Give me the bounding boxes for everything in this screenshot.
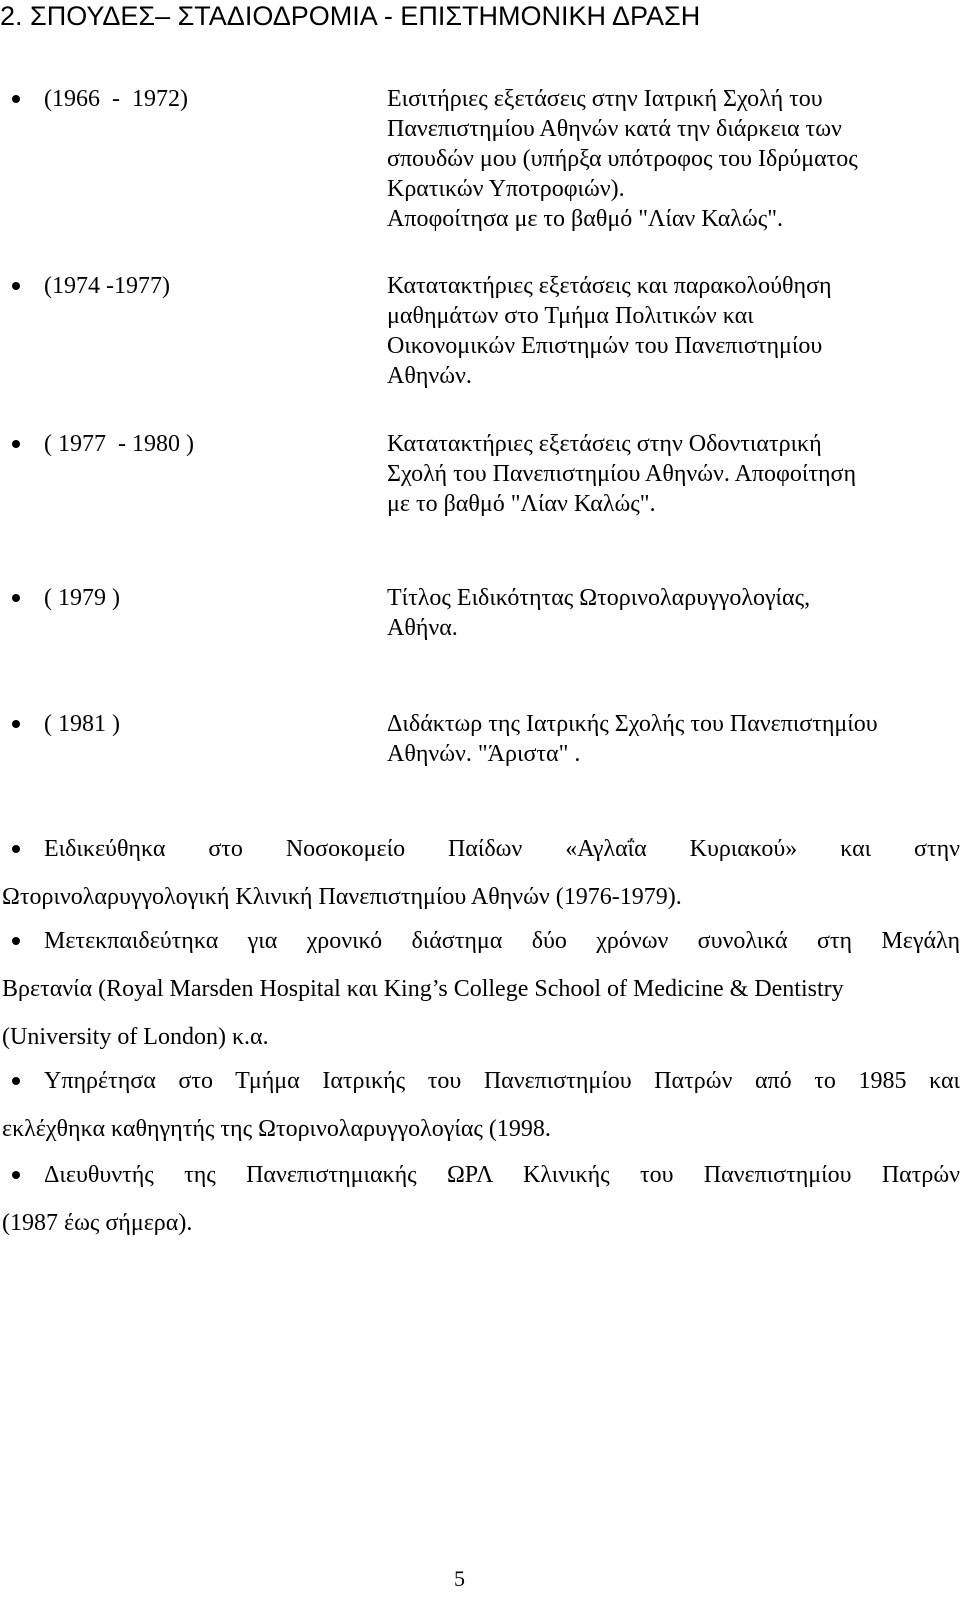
narrative-paragraph xyxy=(0,923,960,1067)
bullet-icon xyxy=(12,95,20,103)
bullet-icon xyxy=(12,282,20,290)
entry-description xyxy=(387,271,947,391)
description-line: Τίτλος Ειδικότητας Ωτορινολαρυγγολογίας, xyxy=(387,585,811,611)
bullet-icon xyxy=(12,1077,20,1085)
paragraph-line: εκλέχθηκα καθηγητής της Ωτορινολαρυγγολογίας (1998. xyxy=(2,1116,551,1142)
entry-years: ( 1977 - 1980 ) xyxy=(44,431,194,457)
section-heading: 2. ΣΠΟΥΔΕΣ– ΣΤΑΔΙΟΔΡΟΜΙΑ - ΕΠΙΣΤΗΜΟΝΙΚΗ ΔΡΑΣΗ xyxy=(0,1,701,31)
paragraph-line: (University of London) κ.α. xyxy=(2,1024,269,1050)
bullet-icon xyxy=(12,1171,20,1179)
description-line: Αθηνών. xyxy=(387,363,472,389)
description-line: Πανεπιστημίου Αθηνών κατά την διάρκεια των xyxy=(387,116,842,142)
entry-description xyxy=(387,583,947,643)
entry-description xyxy=(387,84,947,234)
description-line: Κατατακτήριες εξετάσεις και παρακολούθηση xyxy=(387,273,832,299)
description-line: Κατατακτήριες εξετάσεις στην Οδοντιατρική xyxy=(387,431,822,457)
entry-description xyxy=(387,429,947,519)
description-line: μαθημάτων στο Τμήμα Πολιτικών και xyxy=(387,303,754,329)
entry-years: ( 1981 ) xyxy=(44,711,120,737)
entry-years: (1974 -1977) xyxy=(44,273,170,299)
description-line: σπουδών μου (υπήρξα υπότροφος του Ιδρύματος xyxy=(387,146,858,172)
entry-description xyxy=(387,709,947,769)
narrative-paragraph xyxy=(0,831,960,927)
narrative-paragraph xyxy=(0,1157,960,1253)
paragraph-line: Ειδικεύθηκα στο Νοσοκομείο Παίδων «Αγλαΐα Κυριακού» και στην xyxy=(44,836,960,862)
entry-years: ( 1979 ) xyxy=(44,585,120,611)
paragraph-line: Μετεκπαιδεύτηκα για χρονικό διάστημα δύο χρόνων συνολικά στη Μεγάλη xyxy=(44,928,960,954)
paragraph-line: Διευθυντής της Πανεπιστημιακής ΩΡΛ Κλινικής του Πανεπιστημίου Πατρών xyxy=(44,1162,960,1188)
description-line: Σχολή του Πανεπιστημίου Αθηνών. Αποφοίτηση xyxy=(387,461,857,487)
description-line: Αθηνών. "Άριστα" . xyxy=(387,741,581,767)
entry-years: (1966 - 1972) xyxy=(44,86,188,112)
description-line: Οικονομικών Επιστημών του Πανεπιστημίου xyxy=(387,333,823,359)
bullet-icon xyxy=(12,594,20,602)
bullet-icon xyxy=(12,937,20,945)
bullet-icon xyxy=(12,845,20,853)
description-line: Εισιτήριες εξετάσεις στην Ιατρική Σχολή του xyxy=(387,86,823,112)
paragraph-line: Βρετανία (Royal Marsden Hospital και King’s College School of Medicine & Dentistry xyxy=(2,976,844,1002)
narrative-paragraph xyxy=(0,1063,960,1159)
paragraph-line: (1987 έως σήμερα). xyxy=(2,1210,193,1236)
description-line: Αποφοίτησα με το βαθμό "Λίαν Καλώς". xyxy=(387,206,784,232)
description-line: Αθήνα. xyxy=(387,615,458,641)
paragraph-line: Υπηρέτησα στο Τμήμα Ιατρικής του Πανεπιστημίου Πατρών από το 1985 και xyxy=(44,1068,960,1094)
description-line: Διδάκτωρ της Ιατρικής Σχολής του Πανεπιστημίου xyxy=(387,711,878,737)
description-line: Κρατικών Υποτροφιών). xyxy=(387,176,625,202)
description-line: με το βαθμό "Λίαν Καλώς". xyxy=(387,491,656,517)
bullet-icon xyxy=(12,440,20,448)
page-number: 5 xyxy=(454,1566,465,1591)
bullet-icon xyxy=(12,720,20,728)
paragraph-line: Ωτορινολαρυγγολογική Κλινική Πανεπιστημίου Αθηνών (1976-1979). xyxy=(2,884,682,910)
